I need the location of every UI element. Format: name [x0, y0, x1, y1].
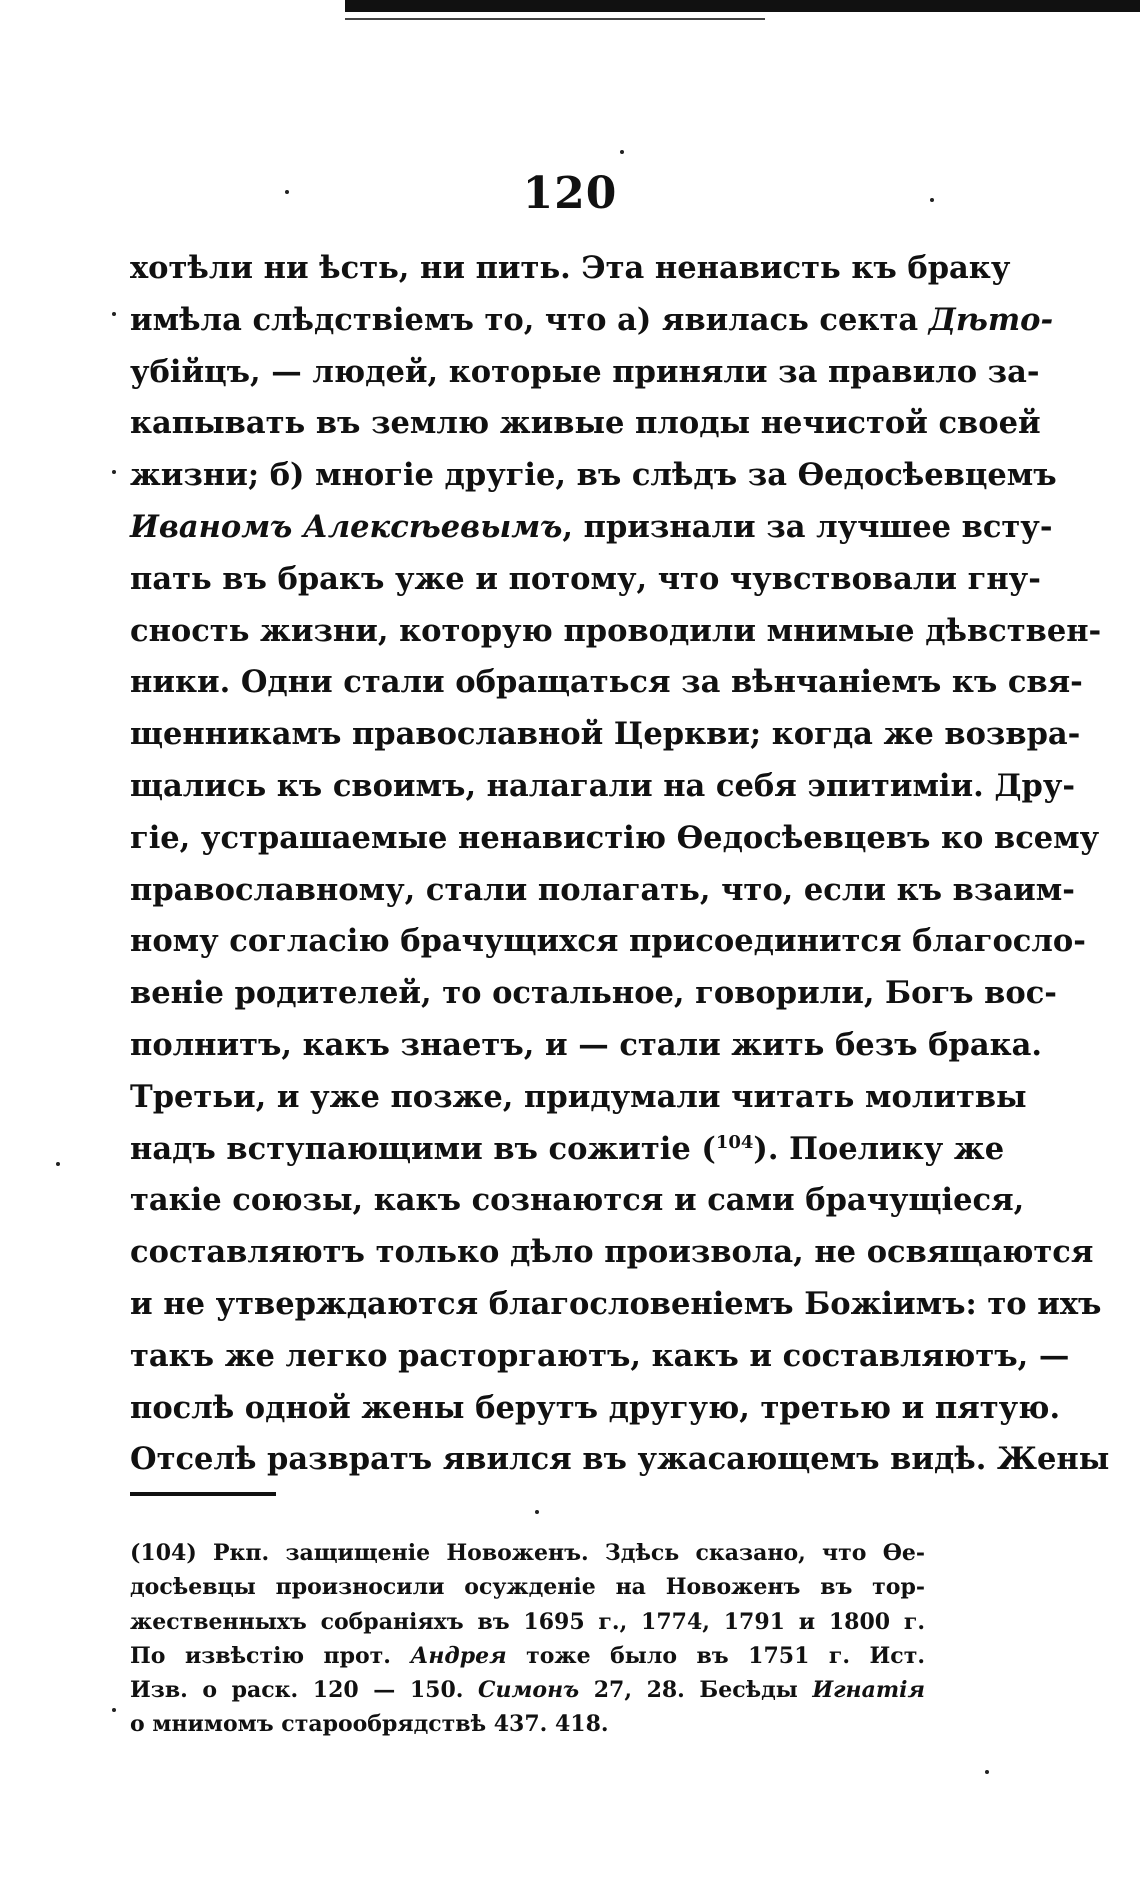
text-line: веніе родителей, то остальное, говорили, Богъ вос-	[130, 975, 1057, 1012]
text-line: убійцъ, — людей, которые приняли за правило за-	[130, 353, 1040, 390]
footnote-line: о мнимомъ старообрядствѣ 437. 418.	[130, 1711, 609, 1738]
footnote-line: жественныхъ собраніяхъ въ 1695 г., 1774, 1791 и 1800 г.	[130, 1608, 925, 1635]
footnote-line-part: Изв. о раск. 120 — 150.	[130, 1677, 478, 1704]
footnote-line: досѣевцы произносили осужденіе на Новоженъ въ тор-	[130, 1574, 925, 1601]
text-line: щались къ своимъ, налагали на себя эпитиміи. Дру-	[130, 767, 1076, 804]
text-line: послѣ одной жены берутъ другую, третью и пятую.	[130, 1389, 1061, 1426]
scan-speck	[112, 470, 116, 474]
text-line	[130, 1124, 1005, 1176]
italic-name: Андрея	[410, 1642, 507, 1669]
scan-speck	[112, 1708, 116, 1712]
footnote-divider	[130, 1492, 276, 1496]
scan-speck	[56, 1162, 60, 1166]
text-line: пать въ бракъ уже и потому, что чувствовали гну-	[130, 560, 1041, 597]
scan-speck	[112, 312, 116, 316]
text-line: сность жизни, которую проводили мнимые дѣвствен-	[130, 612, 1102, 649]
italic-term: Дѣто-	[928, 301, 1054, 338]
text-line-part: , признали за лучшее всту-	[562, 508, 1053, 545]
top-border-rule-thin	[345, 18, 765, 20]
text-line-part: имѣла слѣдствіемъ то, что а) явилась секта	[130, 301, 929, 338]
page-number: 120	[522, 168, 618, 219]
text-line: такъ же легко расторгаютъ, какъ и составляютъ, —	[130, 1337, 1070, 1374]
text-line-part: ). Поелику же	[753, 1130, 1005, 1167]
text-line: капывать въ землю живые плоды нечистой своей	[130, 405, 1041, 442]
text-line: составляютъ только дѣло произвола, не освящаются	[130, 1234, 1094, 1271]
footnote	[130, 1536, 925, 1742]
scan-speck	[985, 1770, 989, 1774]
text-line: Отселѣ развратъ явился въ ужасающемъ видѣ. Жены	[130, 1441, 1110, 1478]
footnote-line: (104) Ркп. защищеніе Новоженъ. Здѣсь сказано, что Ѳе-	[130, 1540, 925, 1566]
text-line: и не утверждаются благословеніемъ Божіимъ: то ихъ	[130, 1285, 1102, 1322]
text-line: такіе союзы, какъ сознаются и сами брачущіеся,	[130, 1182, 1025, 1219]
scan-speck	[620, 150, 624, 154]
text-line	[130, 295, 1054, 347]
italic-name: Игнатія	[812, 1677, 925, 1704]
scan-speck	[535, 1510, 539, 1514]
text-line: Третьи, и уже позже, придумали читать молитвы	[130, 1078, 1027, 1115]
text-line: ники. Одни стали обращаться за вѣнчаніемъ къ свя-	[130, 664, 1083, 701]
footnote-line	[130, 1639, 925, 1673]
footnote-line	[130, 1673, 925, 1707]
text-line: жизни; б) многіе другіе, въ слѣдъ за Ѳедосѣевцемъ	[130, 457, 1057, 494]
text-line: хотѣли ни ѣсть, ни пить. Эта ненависть къ браку	[130, 250, 1011, 286]
main-text	[130, 243, 1110, 1486]
text-line: ному согласію брачущихся присоединится благосло-	[130, 923, 1086, 960]
text-line: православному, стали полагать, что, если къ взаим-	[130, 871, 1075, 908]
italic-name: Иваномъ Алексѣевымъ	[130, 508, 563, 545]
italic-name: Симонъ	[478, 1677, 580, 1704]
footnote-ref: 104	[715, 1131, 754, 1153]
text-line: щенникамъ православной Церкви; когда же возвра-	[130, 716, 1081, 753]
footnote-line-part: тоже было въ 1751 г. Ист.	[506, 1642, 925, 1669]
scan-speck	[930, 198, 934, 202]
text-line	[130, 502, 1053, 554]
text-line-part: надъ вступающими въ сожитіе (	[130, 1130, 716, 1167]
text-line: полнитъ, какъ знаетъ, и — стали жить безъ брака.	[130, 1026, 1043, 1063]
scan-speck	[285, 190, 289, 194]
footnote-line-part: По извѣстію прот.	[130, 1642, 411, 1669]
text-line: гіе, устрашаемые ненавистію Ѳедосѣевцевъ ко всему	[130, 819, 1100, 856]
top-border-rule	[345, 0, 1140, 12]
footnote-line-part: 27, 28. Бесѣды	[579, 1677, 813, 1704]
